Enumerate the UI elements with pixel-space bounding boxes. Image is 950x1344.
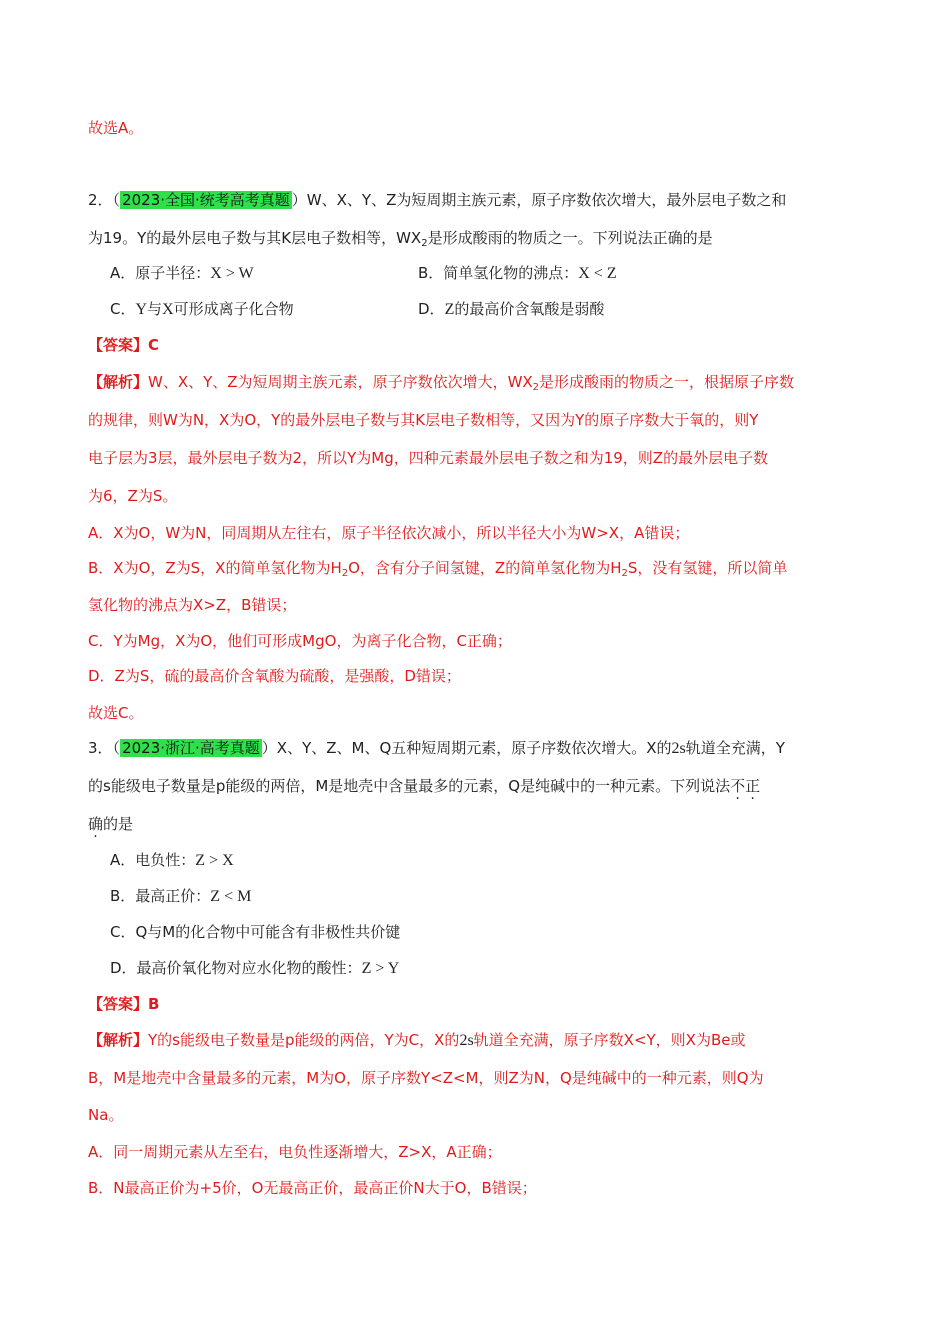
q2-explanation-line3: 电子层为3层，最外层电子数为2，所以Y为Mg，四种元素最外层电子数之和为19，则Z的最外层电子数 xyxy=(88,449,769,467)
q2-option-c[interactable]: C．Y与X可形成离子化合物 xyxy=(110,300,294,318)
q1-conclusion: 故选A。 xyxy=(88,119,144,137)
q3-stem-line1: 3．（ 2023·浙江·高考真题 ）X、Y、Z、M、Q五种短周期元素，原子序数依次增大。X的2s轨道全充满，Y xyxy=(88,739,785,757)
q3-answer: 【答案】B xyxy=(88,995,160,1013)
q3-option-a[interactable]: A．电负性：Z > X xyxy=(110,851,234,869)
q2-explanation-line1: 【解析】W、X、Y、Z为短周期主族元素，原子序数依次增大，$WX_2$是形成酸雨的物质之一，根据原子序数 xyxy=(88,373,795,393)
q2-option-d[interactable]: D．Z的最高价含氧酸是弱酸 xyxy=(418,300,605,318)
q2-stem-line2: 为19。Y的最外层电子数与其K层电子数相等，$WX_2$是形成酸雨的物质之一。下列说法正确的是 xyxy=(88,229,713,249)
q3-stem-line3: 确的是 xyxy=(88,815,134,833)
q3-option-c[interactable]: C．Q与M的化合物中可能含有非极性共价键 xyxy=(110,923,401,941)
q2-number: 2． xyxy=(88,191,113,209)
q3-explanation-b: B．N最高正价为+5价，O无最高正价，最高正价N大于O，B错误； xyxy=(88,1179,537,1197)
q3-option-b[interactable]: B．最高正价：Z < M xyxy=(110,887,252,905)
q2-option-a[interactable]: A．原子半径：X > W xyxy=(110,264,254,282)
q3-stem-line2: 的s能级电子数量是p能级的两倍，M是地壳中含量最多的元素，Q是纯碱中的一种元素。下列说法不正 xyxy=(88,777,761,795)
q2-explanation-a: A．X为O，W为N，同周期从左往右，原子半径依次减小，所以半径大小为W>X，A错误； xyxy=(88,524,690,542)
q3-explanation-a: A．同一周期元素从左至右，电负性逐渐增大，Z>X，A正确； xyxy=(88,1143,502,1161)
q2-option-b[interactable]: B．简单氢化物的沸点：X < Z xyxy=(418,264,617,282)
q3-explanation-line3: Na。 xyxy=(88,1106,124,1124)
q2-explanation-line4: 为6，Z为S。 xyxy=(88,487,178,505)
q2-explanation-b-line2: 氢化物的沸点为X>Z，B错误； xyxy=(88,596,297,614)
q2-answer: 【答案】C xyxy=(88,336,160,354)
q2-explanation-b-line1: B．X为O，Z为S，X的简单氢化物为$H_2O$，含有分子间氢键，Z的简单氢化物为$H_2S$，没有氢键，所以简单 xyxy=(88,559,788,579)
q3-source-tag: 2023·浙江·高考真题 xyxy=(122,739,260,757)
q2-explanation-d: D．Z为S，硫的最高价含氧酸为硫酸，是强酸，D错误； xyxy=(88,667,461,685)
q3-option-d[interactable]: D．最高价氧化物对应水化物的酸性：Z > Y xyxy=(110,959,400,977)
q2-conclusion: 故选C。 xyxy=(88,704,144,722)
q3-explanation-line1: 【解析】Y的s能级电子数量是p能级的两倍，Y为C，X的2s轨道全充满，原子序数X<Y，则X为Be或 xyxy=(88,1031,746,1049)
q2-explanation-line2: 的规律，则W为N，X为O，Y的最外层电子数与其K层电子数相等，又因为Y的原子序数大于氧的，则Y xyxy=(88,411,759,429)
q2-stem-line1: 2．（ 2023·全国·统考高考真题 ）W、X、Y、Z为短周期主族元素，原子序数依次增大，最外层电子数之和 xyxy=(88,191,787,209)
q2-source-tag: 2023·全国·统考高考真题 xyxy=(122,191,290,209)
q3-explanation-line2: B，M是地壳中含量最多的元素，M为O，原子序数Y<Z<M，则Z为N，Q是纯碱中的一种元素，则Q为 xyxy=(88,1069,764,1087)
q3-number: 3． xyxy=(88,739,113,757)
q2-explanation-c: C．Y为Mg，X为O，他们可形成MgO，为离子化合物，C正确； xyxy=(88,632,512,650)
